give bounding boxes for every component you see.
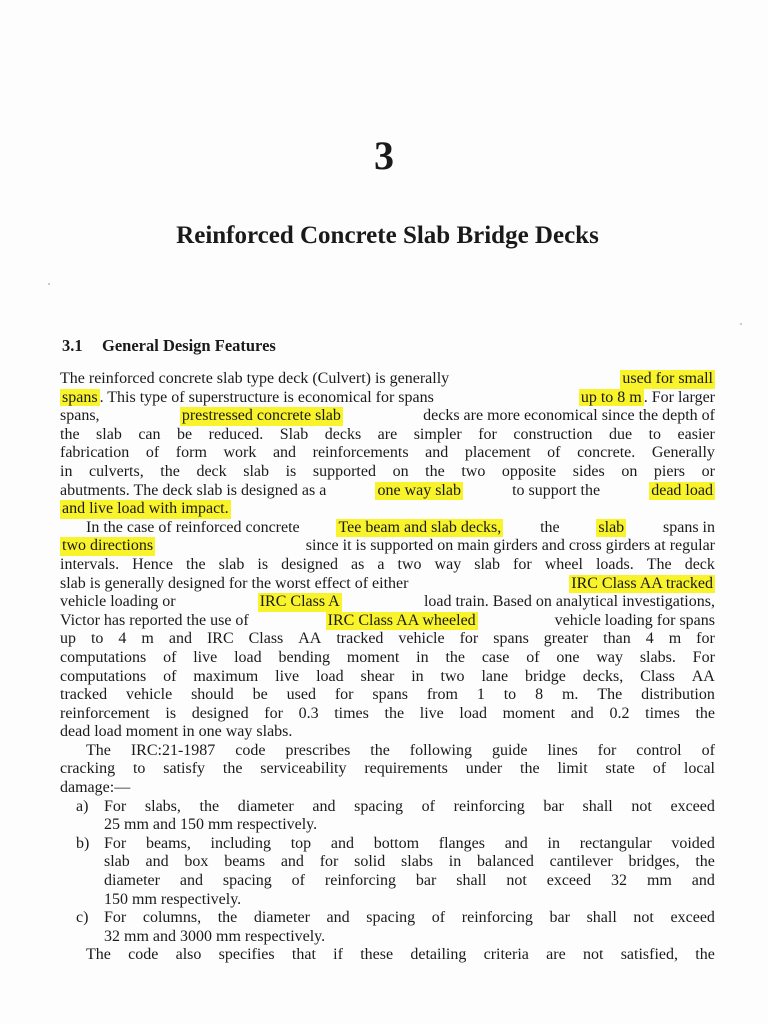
text-line: spans, prestressed concrete slab decks are more economical since the depth of	[60, 407, 715, 425]
list-item: b) For beams, including top and bottom flanges and in rectangular voided	[76, 834, 715, 852]
text-line: intervals. Hence the slab is designed as a two way slab for wheel loads. The deck	[60, 555, 715, 573]
text-line: the slab can be reduced. Slab decks are simpler for construction due to easier	[60, 425, 715, 443]
text-line: fabrication of form work and reinforcements and placement of concrete. Generally	[60, 444, 715, 462]
text-line: spans . This type of superstructure is economical for spans up to 8 m . For larger	[62, 388, 715, 406]
text-line: 150 mm respectively.	[104, 890, 242, 908]
text-line: damage:—	[60, 779, 131, 797]
text-line: two directions since it is supported on main girders and cross girders at regular	[62, 537, 715, 555]
text-line: vehicle loading or IRC Class A load train. Based on analytical investigations,	[60, 593, 715, 611]
text-line: Victor has reported the use of IRC Class AA wheeled vehicle loading for spans	[60, 611, 715, 629]
highlight: and live load with impact.	[62, 500, 229, 518]
text-line: The reinforced concrete slab type deck (Culvert) is generally used for small	[60, 370, 713, 387]
scan-speck	[740, 323, 742, 325]
list-item-label: c)	[76, 909, 89, 927]
text-line: abutments. The deck slab is designed as a one way slab to support the dead load	[60, 481, 713, 499]
text-line: 25 mm and 150 mm respectively.	[104, 816, 318, 834]
list-item: a) For slabs, the diameter and spacing of reinforcing bar shall not exceed	[76, 797, 715, 815]
highlight: slab	[598, 518, 625, 536]
text-line: diameter and spacing of reinforcing bar shall not exceed 32 mm and	[104, 872, 715, 890]
section-heading	[62, 336, 276, 356]
scan-speck	[48, 283, 50, 285]
list-item-label: b)	[76, 834, 90, 852]
highlight: IRC Class AA wheeled	[327, 611, 476, 629]
text-line: 32 mm and 3000 mm respectively.	[104, 927, 326, 945]
highlight: up to 8 m	[580, 388, 642, 406]
list-item-label: a)	[76, 797, 89, 815]
highlight: IRC Class A	[259, 593, 340, 611]
text-line: The IRC:21-1987 code prescribes the following guide lines for control of	[86, 741, 715, 759]
list-item: c) For columns, the diameter and spacing of reinforcing bar shall not exceed	[76, 909, 715, 927]
highlight: prestressed concrete slab	[181, 407, 341, 425]
chapter-number: 3	[374, 133, 394, 178]
highlight: Tee beam and slab decks,	[338, 518, 502, 536]
highlight: dead load	[651, 481, 713, 499]
body-text	[60, 370, 715, 965]
text-line: dead load moment in one way slabs.	[60, 723, 293, 741]
text-line: In the case of reinforced concrete Tee beam and slab decks, the slab spans in	[86, 518, 715, 536]
highlight: two directions	[62, 537, 154, 555]
text-line: slab and box beams and for solid slabs in balanced cantilever bridges, the	[104, 853, 715, 871]
text-line: in culverts, the deck slab is supported on the two opposite sides on piers or	[60, 462, 715, 480]
text-line: tracked vehicle should be used for spans from 1 to 8 m. The distribution	[60, 686, 715, 704]
text-line: computations of maximum live load shear in two lane bridge decks, Class AA	[60, 667, 715, 685]
highlight: IRC Class AA tracked	[571, 574, 713, 592]
text-line: slab is generally designed for the worst effect of either IRC Class AA tracked	[60, 574, 713, 592]
text-line: reinforcement is designed for 0.3 times the live load moment and 0.2 times the	[60, 704, 715, 722]
section-number: 3.1	[62, 336, 83, 355]
text-line: computations of live load bending moment in the case of one way slabs. For	[60, 648, 715, 666]
text-line: The code also specifies that if these detailing criteria are not satisfied, the	[86, 946, 715, 964]
highlight: one way slab	[377, 481, 461, 499]
text-line: cracking to satisfy the serviceability requirements under the limit state of local	[60, 760, 715, 778]
highlight: spans	[62, 388, 98, 406]
section-title: General Design Features	[102, 336, 276, 355]
text-line	[60, 500, 715, 519]
chapter-title: Reinforced Concrete Slab Bridge Decks	[176, 222, 599, 249]
highlight: used for small	[622, 370, 713, 387]
text-line: up to 4 m and IRC Class AA tracked vehicle for spans greater than 4 m for	[60, 630, 715, 648]
